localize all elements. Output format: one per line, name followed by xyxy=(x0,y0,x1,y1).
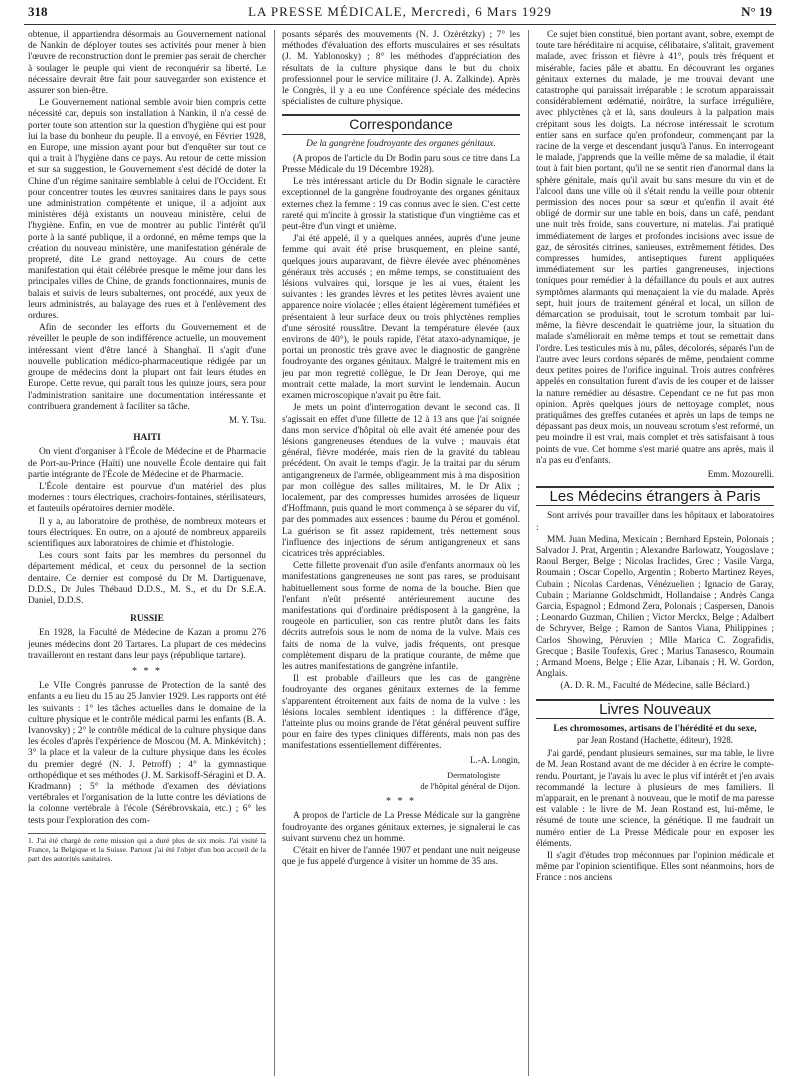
section-title-correspondance: Correspondance xyxy=(282,114,520,134)
paragraph: (A propos de l'article du Dr Bodin paru sous ce titre dans La Presse Médicale du 19 Décembre 1928). xyxy=(282,153,520,176)
paragraph: Le VIIe Congrès panrusse de Protection de la santé des enfants a eu lieu du 15 au 25 Janvier 1929. Les rapports ont été les suivants : 1° les tâches actuelles dans le domaine de la culture physique et le contrôle médical parmi les enfants (B. A. Ivanovsky) ; 2° le contrôle médical de la culture physique dans les écoles d'après l'expérience de Moscou (M. A. Minkévitch) ; 3° la place et la valeur de la culture physique dans les écoles du premier degré (N. J. Petroff) ; 4° la gymnastique orthopédique et ses méthodes (J. M. Sarkisoff-Séragini et D. A. Kradmann) ; 5° la méthode d'examen des déviations vertébrales et l'organisation de la lutte contre les déviations de la colonne vertébrale à l'école (Sérébrovskaia, etc.) ; 6° les tests pour l'exploration des com- xyxy=(28,681,266,826)
signature-name: L.-A. Longin, xyxy=(470,754,520,765)
paragraph: A propos de l'article de La Presse Médicale sur la gangrène foudroyante des organes génitaux externes, je signalerai le cas suivant survenu chez un homme. xyxy=(282,811,520,844)
section-separator-stars: * * * xyxy=(386,796,416,808)
column-2 xyxy=(282,30,520,1076)
section-heading-haiti: HAITI xyxy=(133,433,161,444)
column-divider xyxy=(274,30,275,1076)
section-title-medecins: Les Médecins étrangers à Paris xyxy=(536,486,774,506)
header-rule xyxy=(24,24,776,25)
column-divider xyxy=(528,30,529,1076)
page-header xyxy=(0,0,800,24)
paragraph: On vient d'organiser à l'École de Médecine et de Pharmacie de Port-au-Prince (Haïti) une nouvelle École dentaire qui fait partie intégrante de l'École de Médecine et de Pharmacie. xyxy=(28,447,266,480)
paragraph: (A. D. R. M., Faculté de Médecine, salle Béclard.) xyxy=(560,681,750,692)
book-author: par Jean Rostand (Hachette, éditeur), 1928. xyxy=(577,734,733,745)
signature-affiliation: de l'hôpital général de Dijon. xyxy=(420,781,520,791)
paragraph: Le très intéressant article du Dr Bodin signale le caractère exceptionnel de la gangrène foudroyante des organes génitaux externes chez la femme : 19 cas connus avec le sien. C'est cette rareté qui m'incite à grossir la statistique d'un vingtième cas et peut-être d'un vingt et unième. xyxy=(282,177,520,233)
paragraph: Les cours sont faits par les membres du personnel du département médical, et ceux du personnel de la section dentaire. Ce dernier est composé du Dr M. Dartiguenave, D.D.S., Dr Jules Thébaud D.D.S., M. S., et du Dr S.E.A. Daniel, D.D.S. xyxy=(28,551,266,606)
paragraph: Il s'agit d'études trop méconnues par l'opinion médicale et même par l'opinion scientifique. Elles sont néanmoins, hors de France : nos anciens xyxy=(536,851,774,884)
book-title: Les chromosomes, artisans de l'hérédité et du sexe, xyxy=(553,723,757,734)
paragraph: Sont arrivés pour travailler dans les hôpitaux et laboratoires : xyxy=(536,511,774,533)
signature: Emm. Mozourelli. xyxy=(707,468,774,479)
section-heading-russie: RUSSIE xyxy=(130,614,164,625)
paragraph: Afin de seconder les efforts du Gouvernement et de réveiller le peuple de son indifférence actuelle, un mouvement intéressant vient d'être lancé à Shanghaï. Il s'agit d'une nouvelle publication médico-pharmaceutique rédigée par un groupe de médecins dont la plupart ont fait leurs études en Europe. Cette revue, qui paraît tous les quinze jours, sera pour l'administration sanitaire une documentation intéressante et contribuera grandement à faciliter sa tâche. xyxy=(28,323,266,412)
paragraph: posants séparés des mouvements (N. J. Ozérétzky) ; 7° les méthodes d'évaluation des efforts musculaires et ses résultats (J. M. Yablonosky) ; 8° les méthodes d'appréciation des résultats de la culture physique dans le but du choix professionnel pour le service militaire (J. A. Zalkinde). Après le Congrès, il y a eu une Conférence spéciale des médecins spécialistes de culture physique. xyxy=(282,30,520,108)
paragraph: obtenue, il appartiendra désormais au Gouvernement national de Nankin de déployer toutes ses activités pour mener à bien l'œuvre de reconstruction dont le premier pas serait de chercher à soulager le peuple qui vient de reconquérir sa liberté. Le nécessaire devrait être fait pour sauvegarder son existence et assurer son bien-être. xyxy=(28,30,266,97)
paragraph: J'ai gardé, pendant plusieurs semaines, sur ma table, le livre de M. Jean Rostand avant de me décider à en écrire le compte-rendu. Pourtant, je l'avais lu avec le plus vif intérêt et j'en avais recommandé la lecture à plusieurs de mes familiers. Il m'apparait, en le prenant à nouveau, que le motif de ma paresse est valable : le livre de M. Jean Rostand est, lui-même, le résumé de toute une science, la génétique. Il me faudrait un numéro entier de La Presse Médicale pour en exposer les éléments. xyxy=(536,749,774,849)
column-3 xyxy=(536,30,774,1076)
paragraph: Le Gouvernement national semble avoir bien compris cette nécessité car, depuis son installation à Nankin, il n'a cessé de porter toute son attention sur la question d'hygiène qui est pour lui la base du bonheur du peuple. Il a envoyé, en Février 1928, en Europe, une mission ayant pour but d'enquêter sur tout ce qui a trait à l'hygiène dans ce pays. Au retour de cette mission et sur sa suggestion, le Gouvernement s'est décidé de doter la Chine d'un régime sanitaire semblable à celui de l'Occident. Et pour concentrer toutes les œuvres sanitaires dans le pays sous une administration compétente et unique, il a adjoint aux ministères déjà existants un nouveau ministère, celui de l'hygiène. Enfin, en vue de montrer au public l'intérêt qu'il porte à la santé publique, il a ordonné, en même temps que la création du nouveau ministère, une manifestation générale de propreté, dite Le grand nettoyage. Au cours de cette manifestation qui était célébrée presque le même jour dans les principales villes de Chine, de grands fonctionnaires, munis de balais et suivis de leurs subalternes, ont procédé, aux yeux de leurs administrés, au balayage des rues et à l'enlèvement des ordures. xyxy=(28,98,266,322)
paragraph: Il est probable d'ailleurs que les cas de gangrène foudroyante des organes génitaux externes de la femme s'apparentent étroitement aux faits de noma de la vulve : les lésions locales semblent identiques : la différence d'âge, l'atteinte plus ou moins grande de l'état général peuvent suffire pour en faire des types cliniques différents, mais non pas des manifestations essentiellement différentes. xyxy=(282,674,520,752)
paragraph: Ce sujet bien constitué, bien portant avant, sobre, exempt de toute tare héréditaire ni acquise, célibataire, s'alitait, gravement malade, avec frisson et fièvre à 41°, pouls très fréquent et misérable, facies pâle et abattu. En découvrant les organes génitaux externes du malade, je me trouvai devant une catastrophe qui paraissait irréparable : le scrotum apparaissait considérablement œdématié, noirâtre, la surface irrégulière, avec phlyctènes çà et là, sans douleurs à la palpation mais crépitant sous les doigts. La nécrose intéressait le scrotum entier sans en surface qu'en profondeur, commençant par la racine de la verge et descendant jusqu'à l'anus. En interrogeant le malade, j'apprends que la veille même de sa maladie, il était tout à fait bien portant, qu'il ne se sentit rien d'anormal dans la sphère génitale, mais qu'il avait bu sans mesure du vin et de l'alcool dans une ville où il s'était rendu la veille pour obtenir permission des noces pour sa sœur et qu'enfin il avait été obligé de dormir sur une table en bois, dans un café, pendant une nuit très froide, sans couverture, ni matelas. J'ai pratiqué immédiatement de larges et profondes incisions avec issue de gaz, de sérosités citrines, sanieuses, extrêmement fétides. Des compresses humides, antiseptiques furent appliquées immédiatement sur les parties gangreneuses, injections toniques pour remédier à la défaillance du pouls et aux autres symptômes alarmants qui menaçaient la vie du malade. Après sept, huit jours de traitement général et local, un sillon de démarcation se produisait, tout le scrotum tombait par lui-même, la fièvre descendait le quatrième jour, la situation du malade s'améliorait en même temps et tout se remettait dans l'ordre. Les testicules mis à nu, pâles, décolorés, séparés l'un de l'autre avec leurs cordons séparés de même, pendaient comme deux petites poires de l'orifice inguinal. Trois autres confrères appelés en consultation furent d'avis de les couper et de laisser la nature remédier au désastre. Cependant ce ne fut pas mon opinion. Après quelques jours de nettoyage complet, nous pratiquâmes des greffes cutanées et après un laps de temps ne dépassant pas deux mois, un nouveau scrotum s'est reformé, un peu moindre il est vrai, mais complet et très satisfaisant à tous points de vue. Cet homme s'est marié quatre ans après, mais il n'a pas eu d'enfants. xyxy=(536,30,774,466)
paragraph: Cette fillette provenait d'un asile d'enfants anormaux où les manifestations gangreneuses ne sont pas rares, se produisant habituellement sous forme de noma de la bouche. Bien que l'enfant n'eût présenté antérieurement aucune des manifestations qui d'ordinaire prédisposent à la gangrène, la rougeole en particulier, son cas rentre plutôt dans les faits décrits autrefois sous le nom de noma de la vulve. Mais ces faits de noma de la vulve, jadis fréquents, ont presque complètement disparu de la pratique courante, de même que les autres manifestations de gangrène infantile. xyxy=(282,561,520,672)
paragraph: J'ai été appelé, il y a quelques années, auprès d'une jeune femme qui avait été prise brusquement, en pleine santé, quelques jours auparavant, de fièvre élevée avec phénomènes généraux très accusés ; en même temps, se constituaient des lésions vulvaires qui, lorsque je les ai vues, étaient les suivantes : les grandes lèvres et les petites lèvres avaient une apparence noire violacée ; elles étaient légèrement tuméfiées et présentaient à leur surface deux ou trois phlyctènes remplies d'une sérosité roussâtre. Devant la température élevée (aux environs de 40°), le pouls rapide, l'état ataxo-adynamique, je portai un pronostic très grave avec le diagnostic de gangrène foudroyante des organes génitaux. Malgré le traitement mis en jeu par mon regretté collègue, le Dr Jean Deroye, qui me montrait cette malade, la mort survint le lendemain. Aucun examen microscopique n'avait pu être fait. xyxy=(282,234,520,402)
column-1 xyxy=(28,30,266,1076)
paragraph: L'École dentaire est pourvue d'un matériel des plus modernes : tours électriques, crachoirs-fontaines, stérilisateurs, et fauteuils opératoires dernier modèle. xyxy=(28,481,266,515)
section-separator-stars: * * * xyxy=(132,665,162,677)
paragraph: C'était en hiver de l'année 1907 et pendant une nuit neigeuse que je fus appelé d'urgence à visiter un homme de 35 ans. xyxy=(282,846,520,868)
article-subtitle: De la gangrène foudroyante des organes génitaux. xyxy=(306,138,496,149)
paragraph: Il y a, au laboratoire de prothèse, de nombreux moteurs et tours électriques. En outre, on a ajouté de nombreux appareils scientifiques aux laboratoires de chimie et d'histologie. xyxy=(28,516,266,549)
page-number: 318 xyxy=(28,4,48,19)
signature-title: Dermatologiste xyxy=(447,769,500,780)
section-title-livres: Livres Nouveaux xyxy=(536,699,774,719)
footnote: 1. J'ai été chargé de cette mission qui a duré plus de six mois. J'ai visité la France, la Belgique et la Suisse. Partout j'ai été l'objet d'un bon accueil de la part des autorités sanitaires. xyxy=(28,833,266,863)
journal-title: LA PRESSE MÉDICALE, Mercredi, 6 Mars 1929 xyxy=(248,4,552,19)
paragraph: Je mets un point d'interrogation devant le second cas. Il s'agissait en effet d'une fillette de 12 à 13 ans que j'ai soignée dans mon service d'hôpital où elle avait été amenée pour des lésions gangreneuses étendues de la vulve ; mauvais état général, fièvre modérée, mais rien de la gravité du tableau précédent. On avait le temps d'agir. Je la traitai par du sérum antigangreneux de l'armée, obligeamment mis à ma disposition par mon collègue des salles militaires, M. le Dr Alix ; localement, par des compresses humides arrosées de liqueur d'Hoffmann, puis quand le mort commença à se séparer du vif, par des pommades aux essences : baume du Pérou et goménol. La guérison se fit assez rapidement, très nettement sous l'influence des injections de sérum antigangreneux et sans cicatrices très appréciables. xyxy=(282,403,520,559)
signature: M. Y. Tsu. xyxy=(229,414,266,425)
paragraph: MM. Juan Medina, Mexicain ; Bernhard Epstein, Polonais ; Salvador J. Prat, Argentin ; Alexandre Barlowatz, Yougoslave ; Raoul Berger, Belge ; Nicolas Iraclides, Grec ; Vasile Varga, Roumain ; Oscar Copello, Argentin ; Roberto Martinez Reyes, Cubain ; Nicolas Cardenas, Vénézuelien ; Ignacio de Garay, Cubain ; Marianne Goldschmidt, Hollandaise ; Andrès Canga Garcia, Espagnol ; Edmond Zera, Polonais ; Caspersen, Danois ; Leonardo Guzman, Chilien ; Victor Merckx, Belge ; Adalbert de Schryver, Belge ; Ramon de Santos Viana, Philippines ; Carlos Showing, Péruvien ; Mlle Marica C. Zografidis, Grecque ; Basile Toufexis, Grec ; Marius Tanasesco, Roumain ; Armand Moens, Belge ; Elie Azar, Libanais ; H. W. Gordon, Anglais. xyxy=(536,534,774,680)
issue-number: N° 19 xyxy=(741,4,772,19)
paragraph: En 1928, la Faculté de Médecine de Kazan a promu 276 jeunes médecins dont 20 Tartares. La plupart de ces médecins travailleront en restant dans leur pays (république tartare). xyxy=(28,628,266,661)
